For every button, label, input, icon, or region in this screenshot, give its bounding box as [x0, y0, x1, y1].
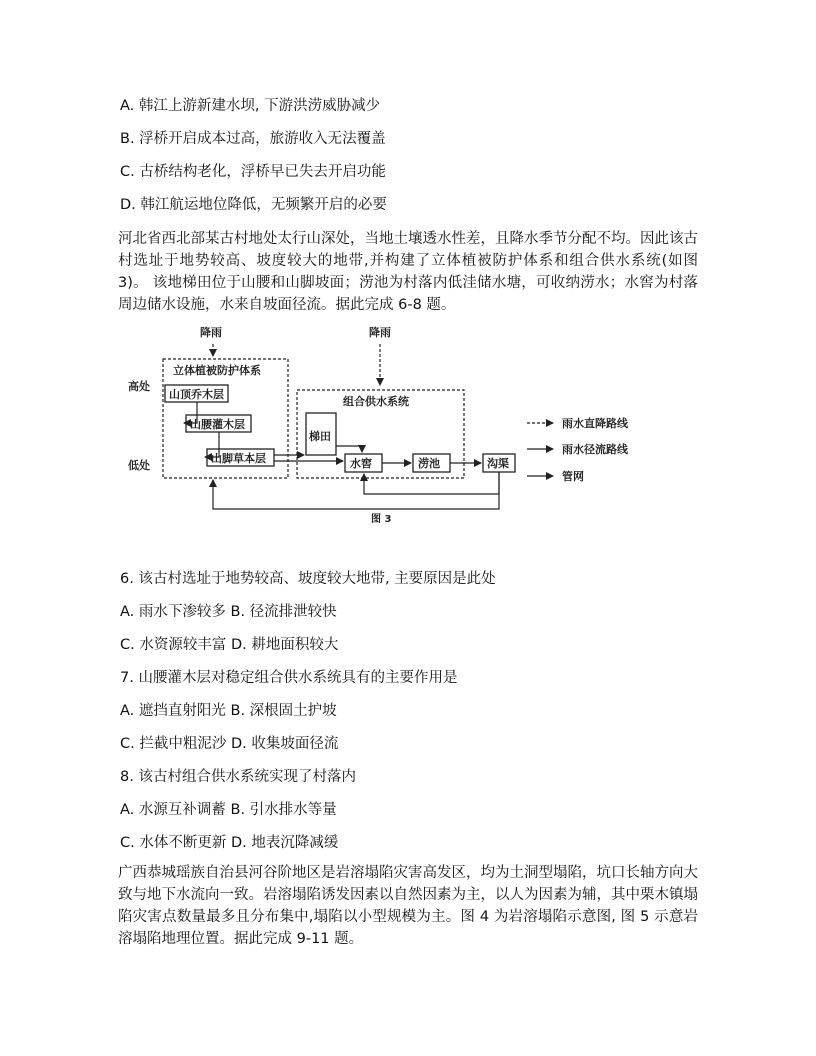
- figure-3-diagram: [0, 318, 816, 538]
- passage-ancient-village: 河北省西北部某古村地处太行山深处，当地土壤透水性差，且降水季节分配不均。因此该古村选址于地势较高、坡度较大的地带,并构建了立体植被防护体系和组合供水系统(如图 3)。 该地梯田位于山腰和山脚坡面；涝池为村落内低洼储水塘，可收纳涝水；水窖为村落周边储水设施，水来自坡面径流。据此完成 6-8 题。: [118, 231, 698, 313]
- rain-label-right: 降雨: [369, 326, 391, 339]
- cellar-label: 水窖: [350, 457, 372, 470]
- ditch-label: 沟渠: [487, 457, 509, 470]
- q6-options-row1: A. 雨水下渗较多 B. 径流排泄较快: [120, 604, 337, 620]
- q8-options-row2: C. 水体不断更新 D. 地表沉降减缓: [120, 835, 339, 851]
- layer-low-label: 山脚草本层: [211, 452, 266, 465]
- figure-caption: 图 3: [371, 514, 392, 525]
- q8-stem: 8. 该古村组合供水系统实现了村落内: [120, 769, 356, 785]
- q7-stem: 7. 山腰灌木层对稳定组合供水系统具有的主要作用是: [120, 670, 458, 686]
- layer-mid-label: 山腰灌木层: [190, 418, 245, 431]
- passage-karst-collapse: 广西恭城瑶族自治县河谷阶地区是岩溶塌陷灾害高发区，均为土洞型塌陷，坑口长轴方向大致与地下水流向一致。岩溶塌陷诱发因素以自然因素为主，以人为因素为辅，其中栗木镇塌陷灾害点数量最多且分布集中,塌陷以小型规模为主。图 4 为岩溶塌陷示意图, 图 5 示意岩溶塌陷地理位置。据此完成 9-11 题。: [118, 865, 698, 947]
- layer-top-label: 山顶乔木层: [169, 388, 224, 401]
- veg-system-title: 立体植被防护体系: [173, 364, 261, 377]
- legend-direct-label: 雨水直降路线: [562, 417, 628, 430]
- terrace-label: 梯田: [309, 430, 331, 443]
- q5-option-d: D. 韩江航运地位降低，无频繁开启的必要: [120, 197, 387, 213]
- high-label: 高处: [128, 380, 150, 393]
- q7-options-row1: A. 遮挡直射阳光 B. 深根固土护坡: [120, 703, 337, 719]
- pond-label: 涝池: [418, 457, 440, 470]
- q7-options-row2: C. 拦截中粗泥沙 D. 收集坡面径流: [120, 736, 339, 752]
- q5-option-c: C. 古桥结构老化，浮桥早已失去开启功能: [120, 164, 386, 180]
- q5-option-b: B. 浮桥开启成本过高，旅游收入无法覆盖: [120, 131, 386, 147]
- q6-stem: 6. 该古村选址于地势较高、坡度较大地带, 主要原因是此处: [120, 571, 496, 587]
- supply-system-title: 组合供水系统: [343, 395, 409, 408]
- q6-options-row2: C. 水资源较丰富 D. 耕地面积较大: [120, 637, 339, 653]
- legend-pipe-label: 管网: [562, 470, 584, 483]
- rain-label-left: 降雨: [200, 326, 222, 339]
- low-label: 低处: [128, 459, 150, 472]
- legend-runoff-label: 雨水径流路线: [562, 443, 628, 456]
- q5-option-a: A. 韩江上游新建水坝, 下游洪涝威胁减少: [120, 98, 381, 114]
- q8-options-row1: A. 水源互补调蓄 B. 引水排水等量: [120, 802, 337, 818]
